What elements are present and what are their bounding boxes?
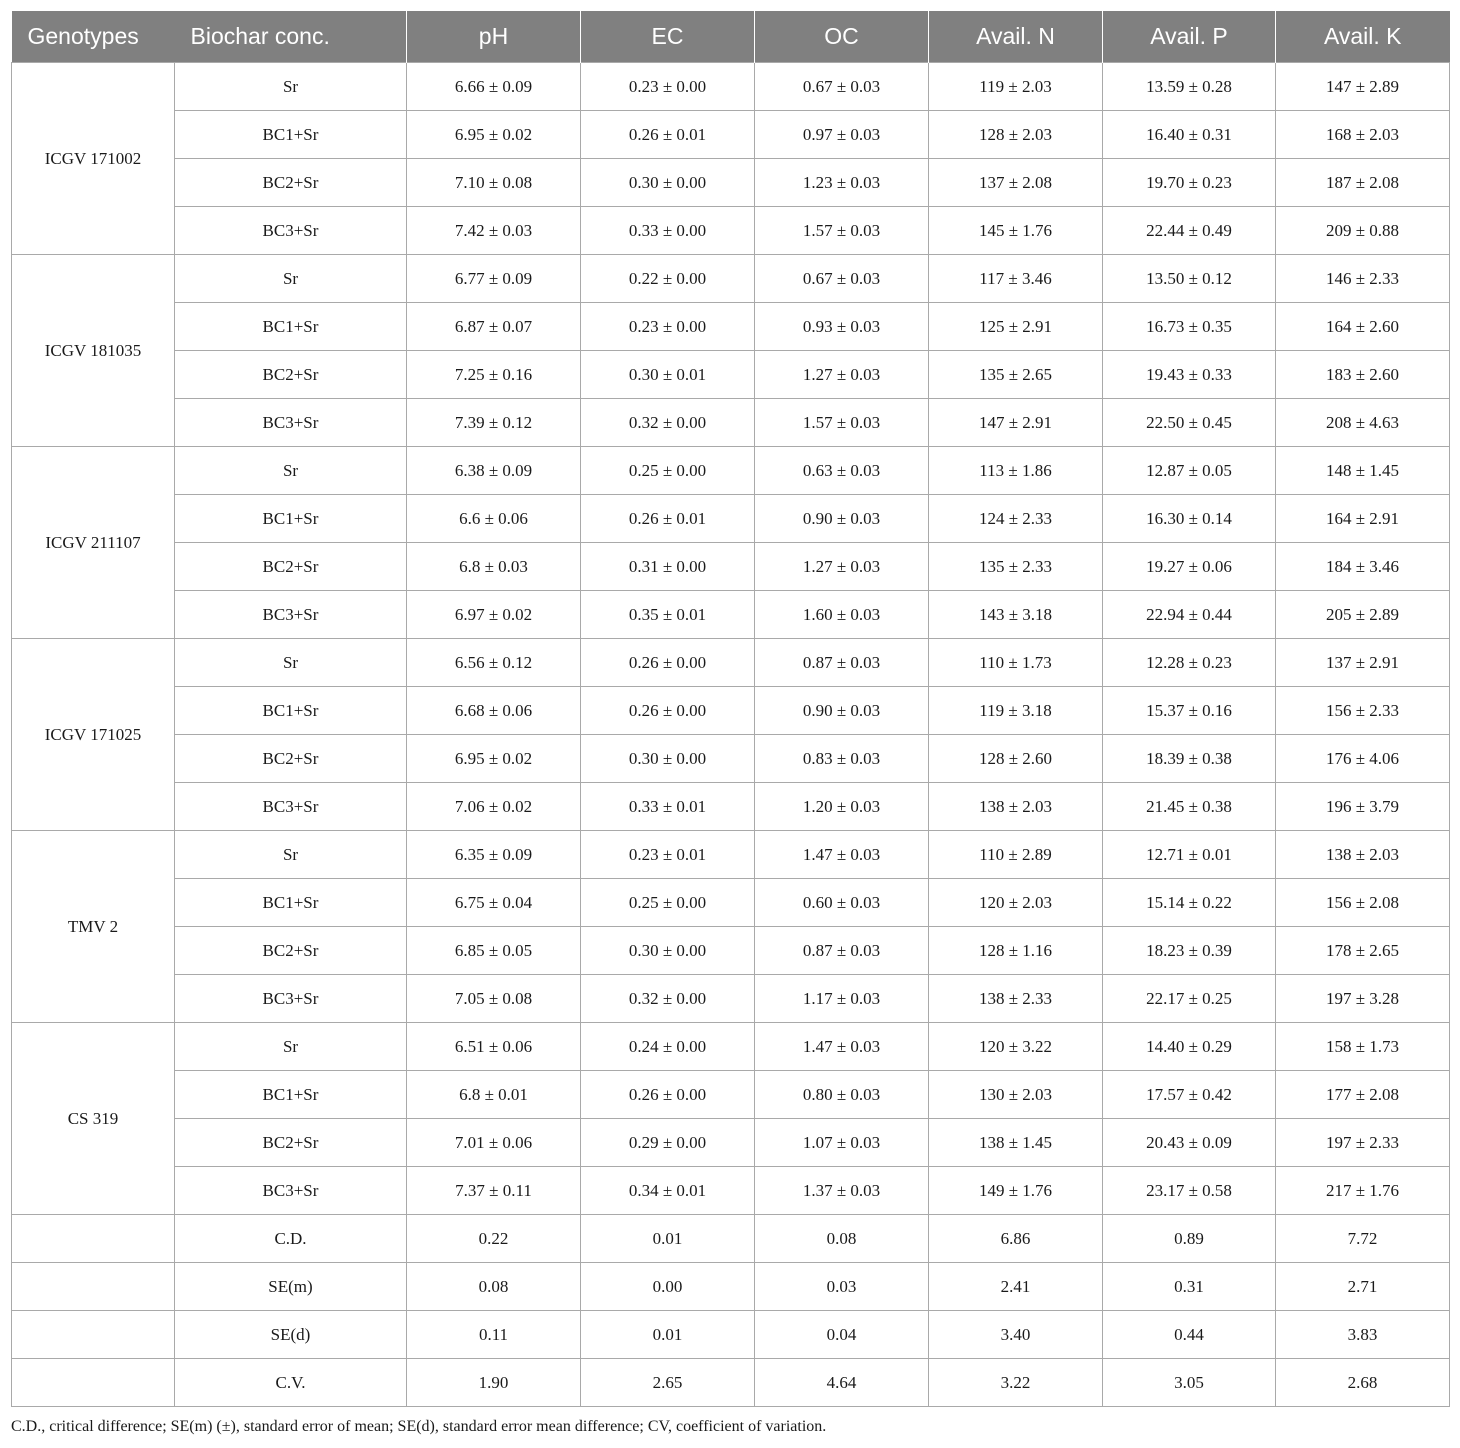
header-genotypes: Genotypes xyxy=(12,11,175,63)
oc-cell: 0.93 ± 0.03 xyxy=(755,303,929,351)
biochar-conc-cell: BC1+Sr xyxy=(175,111,407,159)
ph-cell: 6.77 ± 0.09 xyxy=(407,255,581,303)
ph-cell: 6.87 ± 0.07 xyxy=(407,303,581,351)
biochar-conc-cell: BC1+Sr xyxy=(175,879,407,927)
table-row xyxy=(12,495,1450,543)
ec-cell: 0.32 ± 0.00 xyxy=(581,975,755,1023)
biochar-conc-cell: BC2+Sr xyxy=(175,159,407,207)
ph-cell: 6.75 ± 0.04 xyxy=(407,879,581,927)
table-row xyxy=(12,303,1450,351)
avail-k-cell: 177 ± 2.08 xyxy=(1276,1071,1450,1119)
avail-k-cell: 164 ± 2.60 xyxy=(1276,303,1450,351)
biochar-conc-cell: BC1+Sr xyxy=(175,303,407,351)
avail-p-cell: 13.59 ± 0.28 xyxy=(1103,63,1276,111)
ec-cell: 0.29 ± 0.00 xyxy=(581,1119,755,1167)
avail-p-cell: 18.23 ± 0.39 xyxy=(1103,927,1276,975)
ec-cell: 0.30 ± 0.00 xyxy=(581,159,755,207)
biochar-conc-cell: BC2+Sr xyxy=(175,927,407,975)
ec-stat-cell: 0.01 xyxy=(581,1215,755,1263)
avail-p-cell: 20.43 ± 0.09 xyxy=(1103,1119,1276,1167)
avail-n-stat-cell: 6.86 xyxy=(929,1215,1103,1263)
table-row xyxy=(12,255,1450,303)
ec-cell: 0.34 ± 0.01 xyxy=(581,1167,755,1215)
oc-cell: 0.87 ± 0.03 xyxy=(755,927,929,975)
avail-n-cell: 113 ± 1.86 xyxy=(929,447,1103,495)
ec-stat-cell: 0.01 xyxy=(581,1311,755,1359)
table-row xyxy=(12,159,1450,207)
oc-cell: 0.80 ± 0.03 xyxy=(755,1071,929,1119)
oc-cell: 1.47 ± 0.03 xyxy=(755,1023,929,1071)
ph-cell: 6.35 ± 0.09 xyxy=(407,831,581,879)
avail-k-cell: 176 ± 4.06 xyxy=(1276,735,1450,783)
ph-cell: 6.68 ± 0.06 xyxy=(407,687,581,735)
oc-cell: 1.20 ± 0.03 xyxy=(755,783,929,831)
avail-n-cell: 125 ± 2.91 xyxy=(929,303,1103,351)
table-row xyxy=(12,687,1450,735)
avail-p-cell: 22.94 ± 0.44 xyxy=(1103,591,1276,639)
avail-k-cell: 156 ± 2.33 xyxy=(1276,687,1450,735)
oc-cell: 0.60 ± 0.03 xyxy=(755,879,929,927)
biochar-conc-cell: BC3+Sr xyxy=(175,975,407,1023)
empty-cell xyxy=(12,1359,175,1407)
avail-p-cell: 12.71 ± 0.01 xyxy=(1103,831,1276,879)
biochar-conc-cell: BC2+Sr xyxy=(175,735,407,783)
ph-stat-cell: 1.90 xyxy=(407,1359,581,1407)
ph-cell: 6.8 ± 0.01 xyxy=(407,1071,581,1119)
avail-p-cell: 16.30 ± 0.14 xyxy=(1103,495,1276,543)
table-row xyxy=(12,447,1450,495)
table-row xyxy=(12,543,1450,591)
oc-cell: 0.67 ± 0.03 xyxy=(755,63,929,111)
header-avail-k: Avail. K xyxy=(1276,11,1450,63)
oc-cell: 1.07 ± 0.03 xyxy=(755,1119,929,1167)
oc-cell: 1.17 ± 0.03 xyxy=(755,975,929,1023)
avail-n-cell: 110 ± 2.89 xyxy=(929,831,1103,879)
ec-stat-cell: 0.00 xyxy=(581,1263,755,1311)
table-row xyxy=(12,399,1450,447)
oc-cell: 0.90 ± 0.03 xyxy=(755,687,929,735)
ph-cell: 6.8 ± 0.03 xyxy=(407,543,581,591)
header-row xyxy=(12,11,1450,63)
oc-cell: 0.90 ± 0.03 xyxy=(755,495,929,543)
avail-k-cell: 197 ± 2.33 xyxy=(1276,1119,1450,1167)
oc-stat-cell: 0.04 xyxy=(755,1311,929,1359)
table-row xyxy=(12,1119,1450,1167)
ph-cell: 6.66 ± 0.09 xyxy=(407,63,581,111)
oc-stat-cell: 4.64 xyxy=(755,1359,929,1407)
ec-cell: 0.26 ± 0.00 xyxy=(581,687,755,735)
avail-p-cell: 15.14 ± 0.22 xyxy=(1103,879,1276,927)
avail-k-cell: 148 ± 1.45 xyxy=(1276,447,1450,495)
avail-n-cell: 149 ± 1.76 xyxy=(929,1167,1103,1215)
avail-n-cell: 128 ± 2.60 xyxy=(929,735,1103,783)
avail-p-cell: 23.17 ± 0.58 xyxy=(1103,1167,1276,1215)
avail-n-cell: 120 ± 3.22 xyxy=(929,1023,1103,1071)
avail-k-cell: 208 ± 4.63 xyxy=(1276,399,1450,447)
ec-cell: 0.33 ± 0.00 xyxy=(581,207,755,255)
table-footnote: C.D., critical difference; SE(m) (±), standard error of mean; SE(d), standard error mean difference; CV, coefficient of variation. xyxy=(11,1418,827,1435)
ec-cell: 0.35 ± 0.01 xyxy=(581,591,755,639)
ec-cell: 0.23 ± 0.01 xyxy=(581,831,755,879)
avail-p-cell: 19.70 ± 0.23 xyxy=(1103,159,1276,207)
genotype-cell: ICGV 171025 xyxy=(12,639,175,831)
avail-p-cell: 16.40 ± 0.31 xyxy=(1103,111,1276,159)
avail-n-cell: 145 ± 1.76 xyxy=(929,207,1103,255)
header-avail-n: Avail. N xyxy=(929,11,1103,63)
ph-cell: 6.56 ± 0.12 xyxy=(407,639,581,687)
stat-label-cell: SE(d) xyxy=(175,1311,407,1359)
avail-k-stat-cell: 3.83 xyxy=(1276,1311,1450,1359)
ec-cell: 0.25 ± 0.00 xyxy=(581,879,755,927)
stat-label-cell: SE(m) xyxy=(175,1263,407,1311)
biochar-conc-cell: Sr xyxy=(175,63,407,111)
genotype-cell: CS 319 xyxy=(12,1023,175,1215)
avail-n-stat-cell: 3.22 xyxy=(929,1359,1103,1407)
avail-n-cell: 117 ± 3.46 xyxy=(929,255,1103,303)
header-ph: pH xyxy=(407,11,581,63)
stat-label-cell: C.V. xyxy=(175,1359,407,1407)
ph-cell: 6.6 ± 0.06 xyxy=(407,495,581,543)
header-avail-p: Avail. P xyxy=(1103,11,1276,63)
avail-p-cell: 17.57 ± 0.42 xyxy=(1103,1071,1276,1119)
table-row xyxy=(12,831,1450,879)
avail-n-stat-cell: 2.41 xyxy=(929,1263,1103,1311)
table-row xyxy=(12,639,1450,687)
ec-cell: 0.30 ± 0.00 xyxy=(581,927,755,975)
ph-cell: 7.25 ± 0.16 xyxy=(407,351,581,399)
avail-n-cell: 135 ± 2.33 xyxy=(929,543,1103,591)
avail-p-cell: 21.45 ± 0.38 xyxy=(1103,783,1276,831)
ph-stat-cell: 0.11 xyxy=(407,1311,581,1359)
avail-p-stat-cell: 0.44 xyxy=(1103,1311,1276,1359)
table-row xyxy=(12,1167,1450,1215)
avail-k-cell: 156 ± 2.08 xyxy=(1276,879,1450,927)
biochar-conc-cell: BC1+Sr xyxy=(175,1071,407,1119)
ph-cell: 7.42 ± 0.03 xyxy=(407,207,581,255)
genotype-cell: ICGV 171002 xyxy=(12,63,175,255)
avail-n-cell: 120 ± 2.03 xyxy=(929,879,1103,927)
ec-cell: 0.24 ± 0.00 xyxy=(581,1023,755,1071)
avail-k-stat-cell: 7.72 xyxy=(1276,1215,1450,1263)
oc-cell: 0.83 ± 0.03 xyxy=(755,735,929,783)
avail-n-cell: 138 ± 2.03 xyxy=(929,783,1103,831)
biochar-conc-cell: BC2+Sr xyxy=(175,1119,407,1167)
ec-stat-cell: 2.65 xyxy=(581,1359,755,1407)
table-body xyxy=(12,63,1450,1407)
stats-row xyxy=(12,1359,1450,1407)
avail-k-cell: 158 ± 1.73 xyxy=(1276,1023,1450,1071)
avail-p-cell: 22.44 ± 0.49 xyxy=(1103,207,1276,255)
empty-cell xyxy=(12,1311,175,1359)
oc-cell: 1.60 ± 0.03 xyxy=(755,591,929,639)
table-row xyxy=(12,63,1450,111)
biochar-conc-cell: BC2+Sr xyxy=(175,351,407,399)
stats-row xyxy=(12,1311,1450,1359)
ec-cell: 0.33 ± 0.01 xyxy=(581,783,755,831)
avail-k-cell: 164 ± 2.91 xyxy=(1276,495,1450,543)
ph-cell: 6.95 ± 0.02 xyxy=(407,111,581,159)
biochar-conc-cell: BC3+Sr xyxy=(175,591,407,639)
avail-p-cell: 19.27 ± 0.06 xyxy=(1103,543,1276,591)
genotype-cell: ICGV 211107 xyxy=(12,447,175,639)
avail-n-cell: 110 ± 1.73 xyxy=(929,639,1103,687)
avail-n-cell: 119 ± 3.18 xyxy=(929,687,1103,735)
ec-cell: 0.25 ± 0.00 xyxy=(581,447,755,495)
table-row xyxy=(12,783,1450,831)
empty-cell xyxy=(12,1215,175,1263)
table-row xyxy=(12,975,1450,1023)
ph-cell: 7.37 ± 0.11 xyxy=(407,1167,581,1215)
ec-cell: 0.26 ± 0.01 xyxy=(581,495,755,543)
biochar-conc-cell: Sr xyxy=(175,447,407,495)
oc-cell: 0.87 ± 0.03 xyxy=(755,639,929,687)
avail-n-cell: 128 ± 2.03 xyxy=(929,111,1103,159)
avail-n-cell: 137 ± 2.08 xyxy=(929,159,1103,207)
oc-cell: 1.57 ± 0.03 xyxy=(755,399,929,447)
biochar-conc-cell: Sr xyxy=(175,255,407,303)
avail-n-cell: 128 ± 1.16 xyxy=(929,927,1103,975)
biochar-conc-cell: BC3+Sr xyxy=(175,207,407,255)
avail-k-cell: 147 ± 2.89 xyxy=(1276,63,1450,111)
ph-cell: 7.06 ± 0.02 xyxy=(407,783,581,831)
ph-cell: 6.97 ± 0.02 xyxy=(407,591,581,639)
ph-stat-cell: 0.22 xyxy=(407,1215,581,1263)
oc-cell: 0.63 ± 0.03 xyxy=(755,447,929,495)
avail-k-cell: 183 ± 2.60 xyxy=(1276,351,1450,399)
avail-p-cell: 22.17 ± 0.25 xyxy=(1103,975,1276,1023)
stat-label-cell: C.D. xyxy=(175,1215,407,1263)
avail-p-stat-cell: 0.89 xyxy=(1103,1215,1276,1263)
ec-cell: 0.31 ± 0.00 xyxy=(581,543,755,591)
avail-p-stat-cell: 3.05 xyxy=(1103,1359,1276,1407)
ec-cell: 0.30 ± 0.01 xyxy=(581,351,755,399)
oc-cell: 0.97 ± 0.03 xyxy=(755,111,929,159)
data-table xyxy=(11,11,1450,1407)
ph-cell: 7.05 ± 0.08 xyxy=(407,975,581,1023)
ph-cell: 6.85 ± 0.05 xyxy=(407,927,581,975)
avail-n-stat-cell: 3.40 xyxy=(929,1311,1103,1359)
avail-p-cell: 19.43 ± 0.33 xyxy=(1103,351,1276,399)
table-row xyxy=(12,591,1450,639)
ec-cell: 0.32 ± 0.00 xyxy=(581,399,755,447)
ec-cell: 0.26 ± 0.01 xyxy=(581,111,755,159)
oc-cell: 1.27 ± 0.03 xyxy=(755,543,929,591)
biochar-conc-cell: BC1+Sr xyxy=(175,495,407,543)
oc-cell: 1.37 ± 0.03 xyxy=(755,1167,929,1215)
avail-p-cell: 12.87 ± 0.05 xyxy=(1103,447,1276,495)
ec-cell: 0.26 ± 0.00 xyxy=(581,639,755,687)
avail-p-cell: 16.73 ± 0.35 xyxy=(1103,303,1276,351)
avail-n-cell: 143 ± 3.18 xyxy=(929,591,1103,639)
biochar-conc-cell: BC1+Sr xyxy=(175,687,407,735)
avail-p-cell: 22.50 ± 0.45 xyxy=(1103,399,1276,447)
biochar-conc-cell: Sr xyxy=(175,831,407,879)
table-row xyxy=(12,1071,1450,1119)
avail-n-cell: 130 ± 2.03 xyxy=(929,1071,1103,1119)
ph-cell: 6.51 ± 0.06 xyxy=(407,1023,581,1071)
avail-n-cell: 147 ± 2.91 xyxy=(929,399,1103,447)
table-row xyxy=(12,111,1450,159)
avail-k-cell: 187 ± 2.08 xyxy=(1276,159,1450,207)
oc-stat-cell: 0.08 xyxy=(755,1215,929,1263)
table-row xyxy=(12,1023,1450,1071)
avail-k-cell: 137 ± 2.91 xyxy=(1276,639,1450,687)
header-ec: EC xyxy=(581,11,755,63)
oc-cell: 1.47 ± 0.03 xyxy=(755,831,929,879)
header-biochar-conc: Biochar conc. xyxy=(175,11,407,63)
avail-k-cell: 146 ± 2.33 xyxy=(1276,255,1450,303)
avail-k-cell: 217 ± 1.76 xyxy=(1276,1167,1450,1215)
avail-k-cell: 184 ± 3.46 xyxy=(1276,543,1450,591)
genotype-cell: TMV 2 xyxy=(12,831,175,1023)
table-row xyxy=(12,735,1450,783)
avail-p-cell: 12.28 ± 0.23 xyxy=(1103,639,1276,687)
avail-k-cell: 138 ± 2.03 xyxy=(1276,831,1450,879)
table-row xyxy=(12,879,1450,927)
avail-p-stat-cell: 0.31 xyxy=(1103,1263,1276,1311)
avail-p-cell: 13.50 ± 0.12 xyxy=(1103,255,1276,303)
biochar-conc-cell: BC3+Sr xyxy=(175,1167,407,1215)
table-row xyxy=(12,351,1450,399)
avail-k-cell: 178 ± 2.65 xyxy=(1276,927,1450,975)
empty-cell xyxy=(12,1263,175,1311)
biochar-conc-cell: Sr xyxy=(175,1023,407,1071)
header-oc: OC xyxy=(755,11,929,63)
biochar-conc-cell: BC2+Sr xyxy=(175,543,407,591)
ph-cell: 7.39 ± 0.12 xyxy=(407,399,581,447)
avail-k-cell: 196 ± 3.79 xyxy=(1276,783,1450,831)
avail-n-cell: 135 ± 2.65 xyxy=(929,351,1103,399)
avail-k-stat-cell: 2.68 xyxy=(1276,1359,1450,1407)
avail-n-cell: 138 ± 1.45 xyxy=(929,1119,1103,1167)
oc-cell: 1.23 ± 0.03 xyxy=(755,159,929,207)
avail-n-cell: 119 ± 2.03 xyxy=(929,63,1103,111)
avail-p-cell: 15.37 ± 0.16 xyxy=(1103,687,1276,735)
avail-n-cell: 138 ± 2.33 xyxy=(929,975,1103,1023)
ec-cell: 0.22 ± 0.00 xyxy=(581,255,755,303)
ec-cell: 0.26 ± 0.00 xyxy=(581,1071,755,1119)
avail-p-cell: 18.39 ± 0.38 xyxy=(1103,735,1276,783)
ec-cell: 0.23 ± 0.00 xyxy=(581,63,755,111)
oc-cell: 1.57 ± 0.03 xyxy=(755,207,929,255)
ph-cell: 7.01 ± 0.06 xyxy=(407,1119,581,1167)
biochar-conc-cell: Sr xyxy=(175,639,407,687)
avail-k-cell: 168 ± 2.03 xyxy=(1276,111,1450,159)
avail-k-stat-cell: 2.71 xyxy=(1276,1263,1450,1311)
table-row xyxy=(12,207,1450,255)
avail-k-cell: 205 ± 2.89 xyxy=(1276,591,1450,639)
genotype-cell: ICGV 181035 xyxy=(12,255,175,447)
ph-cell: 6.38 ± 0.09 xyxy=(407,447,581,495)
oc-stat-cell: 0.03 xyxy=(755,1263,929,1311)
oc-cell: 1.27 ± 0.03 xyxy=(755,351,929,399)
stats-row xyxy=(12,1263,1450,1311)
avail-p-cell: 14.40 ± 0.29 xyxy=(1103,1023,1276,1071)
table-row xyxy=(12,927,1450,975)
biochar-conc-cell: BC3+Sr xyxy=(175,783,407,831)
ec-cell: 0.23 ± 0.00 xyxy=(581,303,755,351)
ph-cell: 7.10 ± 0.08 xyxy=(407,159,581,207)
stats-row xyxy=(12,1215,1450,1263)
oc-cell: 0.67 ± 0.03 xyxy=(755,255,929,303)
biochar-conc-cell: BC3+Sr xyxy=(175,399,407,447)
avail-n-cell: 124 ± 2.33 xyxy=(929,495,1103,543)
ph-cell: 6.95 ± 0.02 xyxy=(407,735,581,783)
ph-stat-cell: 0.08 xyxy=(407,1263,581,1311)
ec-cell: 0.30 ± 0.00 xyxy=(581,735,755,783)
avail-k-cell: 197 ± 3.28 xyxy=(1276,975,1450,1023)
avail-k-cell: 209 ± 0.88 xyxy=(1276,207,1450,255)
